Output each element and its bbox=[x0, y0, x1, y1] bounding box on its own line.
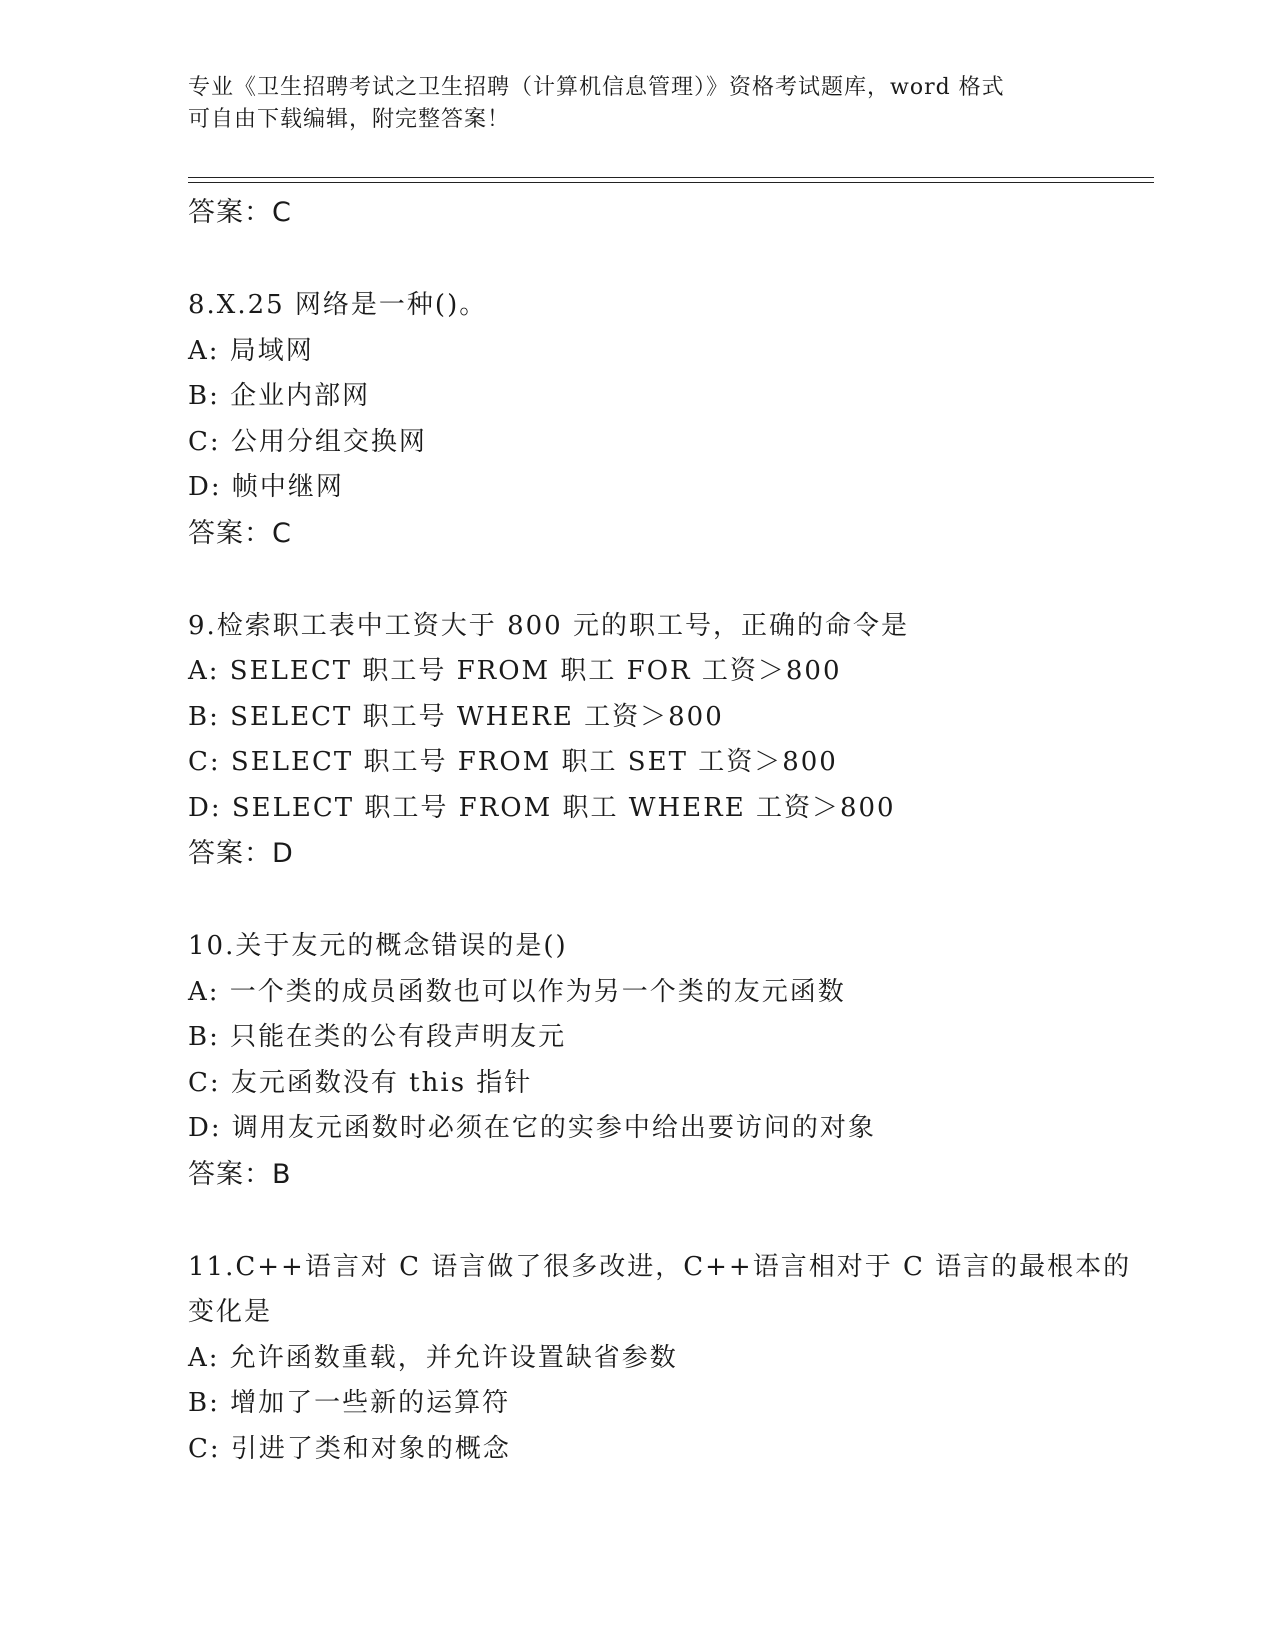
option-b: B: 只能在类的公有段声明友元 bbox=[188, 1022, 567, 1052]
option-b: B: SELECT 职工号 WHERE 工资＞800 bbox=[188, 701, 724, 732]
option-d: D: 帧中继网 bbox=[188, 472, 344, 502]
option-c: C: SELECT 职工号 FROM 职工 SET 工资＞800 bbox=[188, 747, 838, 777]
answer-line: 答案：C bbox=[188, 517, 292, 549]
answer-line: 答案：C bbox=[188, 197, 292, 228]
question-text: 9.检索职工表中工资大于 800 元的职工号，正确的命令是 bbox=[188, 610, 909, 641]
question-text: 8.X.25 网络是一种()。 bbox=[188, 290, 488, 320]
option-a: A: 局域网 bbox=[188, 335, 314, 366]
question-text-line-2: 变化是 bbox=[188, 1297, 273, 1327]
header-line-2: 可自由下载编辑，附完整答案！ bbox=[188, 107, 511, 132]
answer-line: 答案：D bbox=[188, 838, 294, 869]
question-block bbox=[188, 924, 1148, 1198]
question-block bbox=[188, 1245, 1148, 1473]
option-d: D: SELECT 职工号 FROM 职工 WHERE 工资＞800 bbox=[188, 792, 896, 823]
option-c: C: 友元函数没有 this 指针 bbox=[188, 1067, 533, 1098]
question-text: 10.关于友元的概念错误的是() bbox=[188, 931, 568, 961]
option-a: A: 一个类的成员函数也可以作为另一个类的友元函数 bbox=[188, 976, 846, 1007]
document-header bbox=[188, 72, 1088, 136]
answer-line: 答案：B bbox=[188, 1158, 292, 1190]
option-b: B: 企业内部网 bbox=[188, 381, 371, 411]
header-line-1: 专业《卫生招聘考试之卫生招聘（计算机信息管理）》资格考试题库，word 格式 bbox=[188, 75, 1005, 100]
header-divider-bottom bbox=[188, 182, 1154, 183]
question-block bbox=[188, 283, 1148, 557]
question-text-line-1: 11.C++语言对 C 语言做了很多改进，C++语言相对于 C 语言的最根本的 bbox=[188, 1251, 1132, 1282]
option-d: D: 调用友元函数时必须在它的实参中给出要访问的对象 bbox=[188, 1113, 876, 1143]
option-c: C: 公用分组交换网 bbox=[188, 426, 427, 457]
header-divider-top bbox=[188, 177, 1154, 178]
option-a: A: 允许函数重载，并允许设置缺省参数 bbox=[188, 1342, 678, 1373]
option-a: A: SELECT 职工号 FROM 职工 FOR 工资＞800 bbox=[188, 656, 842, 686]
option-b: B: 增加了一些新的运算符 bbox=[188, 1388, 511, 1418]
option-c: C: 引进了类和对象的概念 bbox=[188, 1433, 511, 1464]
question-block bbox=[188, 604, 1148, 878]
question-list bbox=[188, 190, 1148, 1472]
